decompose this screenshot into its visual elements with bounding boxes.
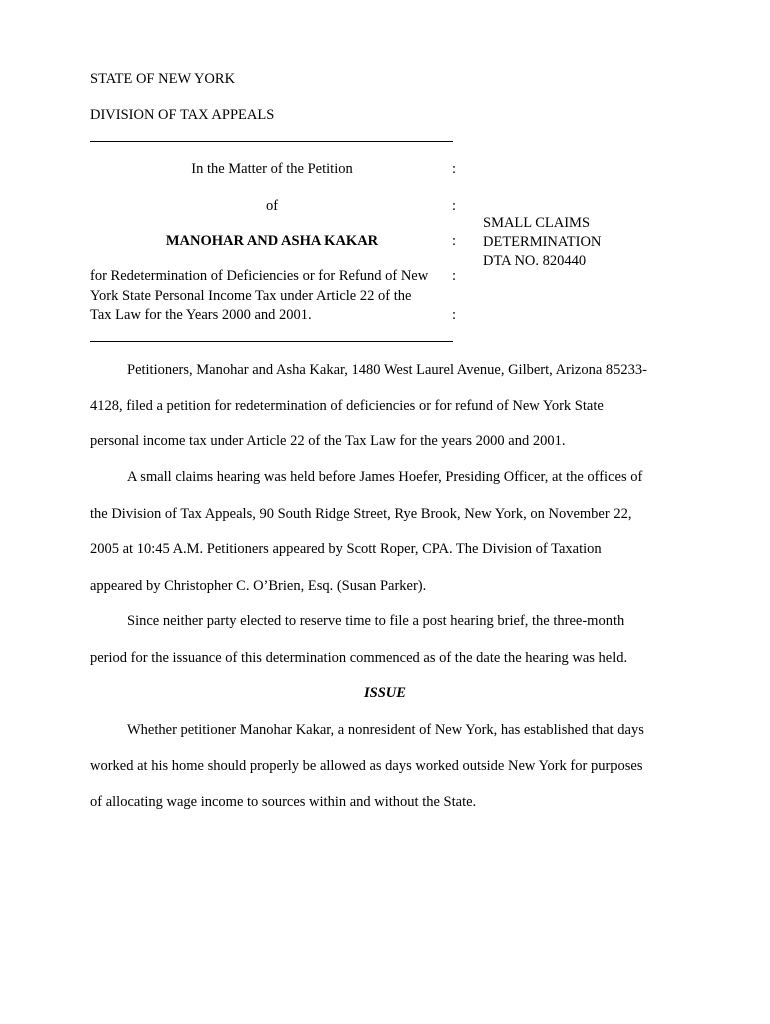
paragraph-line: A small claims hearing was held before James Hoefer, Presiding Officer, at the offices of (127, 469, 643, 485)
dta-number: DTA NO. 820440 (483, 253, 587, 269)
issue-heading: ISSUE (364, 685, 406, 701)
purpose-line-2: York State Personal Income Tax under Article 22 of the (90, 288, 412, 304)
caption-colon: : (452, 268, 457, 284)
paragraph-line: 2005 at 10:45 A.M. Petitioners appeared by Scott Roper, CPA. The Division of Taxation (90, 541, 602, 557)
paragraph-line: Petitioners, Manohar and Asha Kakar, 1480 West Laurel Avenue, Gilbert, Arizona 85233- (127, 362, 647, 378)
purpose-line-1: for Redetermination of Deficiencies or for Refund of New (90, 268, 429, 284)
state-heading: STATE OF NEW YORK (90, 71, 236, 87)
petitioner-names: MANOHAR AND ASHA KAKAR (165, 233, 379, 249)
paragraph-line: the Division of Tax Appeals, 90 South Ridge Street, Rye Brook, New York, on November 22, (90, 506, 632, 522)
caption-top-rule (90, 141, 453, 142)
caption-bottom-rule (90, 341, 453, 342)
division-heading: DIVISION OF TAX APPEALS (90, 107, 275, 123)
determination-type: SMALL CLAIMS (483, 215, 591, 231)
paragraph-line: period for the issuance of this determination commenced as of the date the hearing was held. (90, 650, 628, 666)
caption-colon: : (452, 307, 457, 323)
paragraph-line: Whether petitioner Manohar Kakar, a nonresident of New York, has established that days (127, 722, 644, 738)
caption-colon: : (452, 198, 457, 214)
matter-line: In the Matter of the Petition (191, 161, 353, 177)
of-line: of (265, 198, 279, 214)
paragraph-line: Since neither party elected to reserve time to file a post hearing brief, the three-month (127, 613, 625, 629)
paragraph-line: of allocating wage income to sources within and without the State. (90, 794, 477, 810)
paragraph-line: appeared by Christopher C. O’Brien, Esq. (Susan Parker). (90, 578, 427, 594)
caption-colon: : (452, 233, 457, 249)
purpose-line-3: Tax Law for the Years 2000 and 2001. (90, 307, 312, 323)
paragraph-line: personal income tax under Article 22 of the Tax Law for the years 2000 and 2001. (90, 433, 566, 449)
paragraph-line: worked at his home should properly be allowed as days worked outside New York for purposes (90, 758, 643, 774)
caption-colon: : (452, 161, 457, 177)
paragraph-line: 4128, filed a petition for redetermination of deficiencies or for refund of New York State (90, 398, 604, 414)
determination-label: DETERMINATION (483, 234, 602, 250)
